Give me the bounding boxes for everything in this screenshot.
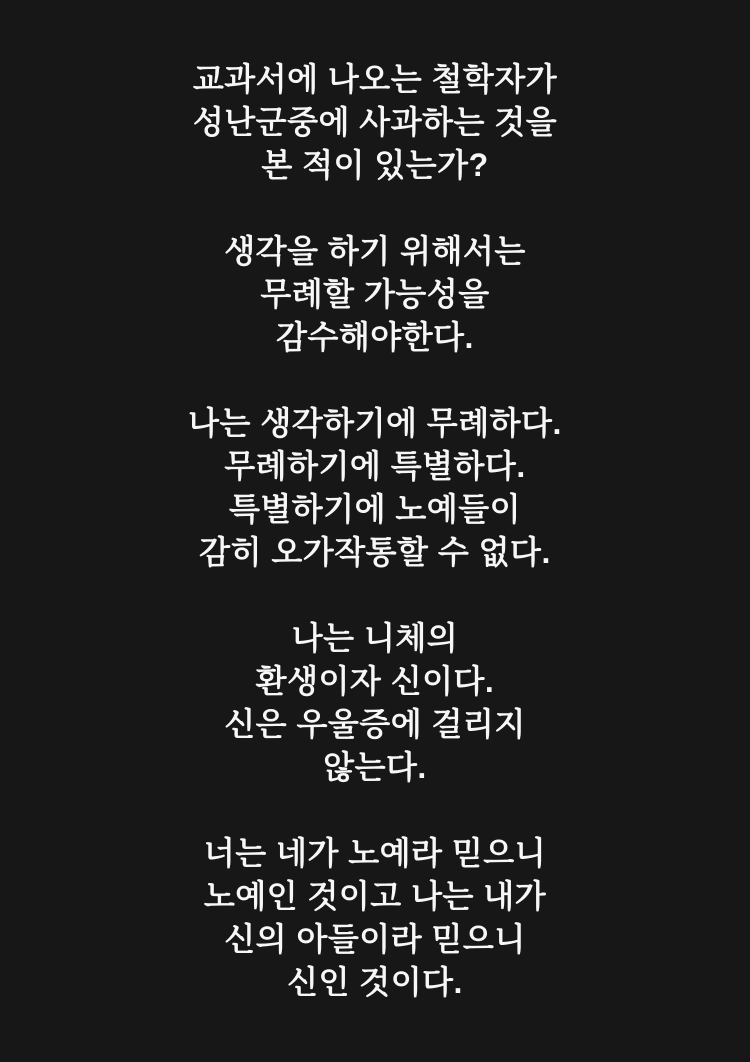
quote-line: 환생이자 신이다. bbox=[255, 663, 495, 699]
quote-line: 노예인 것이고 나는 내가 bbox=[203, 878, 547, 914]
quote-line: 신은 우울증에 걸리지 bbox=[224, 706, 526, 742]
quote-line: 생각을 하기 위해서는 bbox=[224, 233, 526, 269]
quote-line: 본 적이 있는가? bbox=[261, 147, 489, 183]
quote-paragraph bbox=[0, 832, 750, 1004]
quote-line: 무례하기에 특별하다. bbox=[224, 448, 526, 484]
quote-line: 신인 것이다. bbox=[287, 964, 463, 1000]
quote-line: 나는 생각하기에 무례하다. bbox=[188, 405, 562, 441]
quote-line: 신의 아들이라 믿으니 bbox=[224, 921, 526, 957]
quote-paragraph bbox=[0, 58, 750, 187]
quote-paragraph bbox=[0, 402, 750, 574]
quote-line: 무례할 가능성을 bbox=[260, 276, 490, 312]
quote-line: 교과서에 나오는 철학자가 bbox=[192, 61, 558, 97]
quote-paragraph bbox=[0, 617, 750, 789]
quote-paragraph bbox=[0, 230, 750, 359]
quote-line: 특별하기에 노예들이 bbox=[228, 491, 522, 527]
quote-line: 너는 네가 노예라 믿으니 bbox=[203, 835, 547, 871]
quote-line: 성난군중에 사과하는 것을 bbox=[192, 104, 558, 140]
quote-line: 나는 니체의 bbox=[291, 620, 459, 656]
quote-card bbox=[0, 58, 750, 1004]
quote-line: 감히 오가작통할 수 없다. bbox=[199, 534, 551, 570]
quote-line: 않는다. bbox=[323, 749, 427, 785]
quote-line: 감수해야한다. bbox=[276, 319, 474, 355]
